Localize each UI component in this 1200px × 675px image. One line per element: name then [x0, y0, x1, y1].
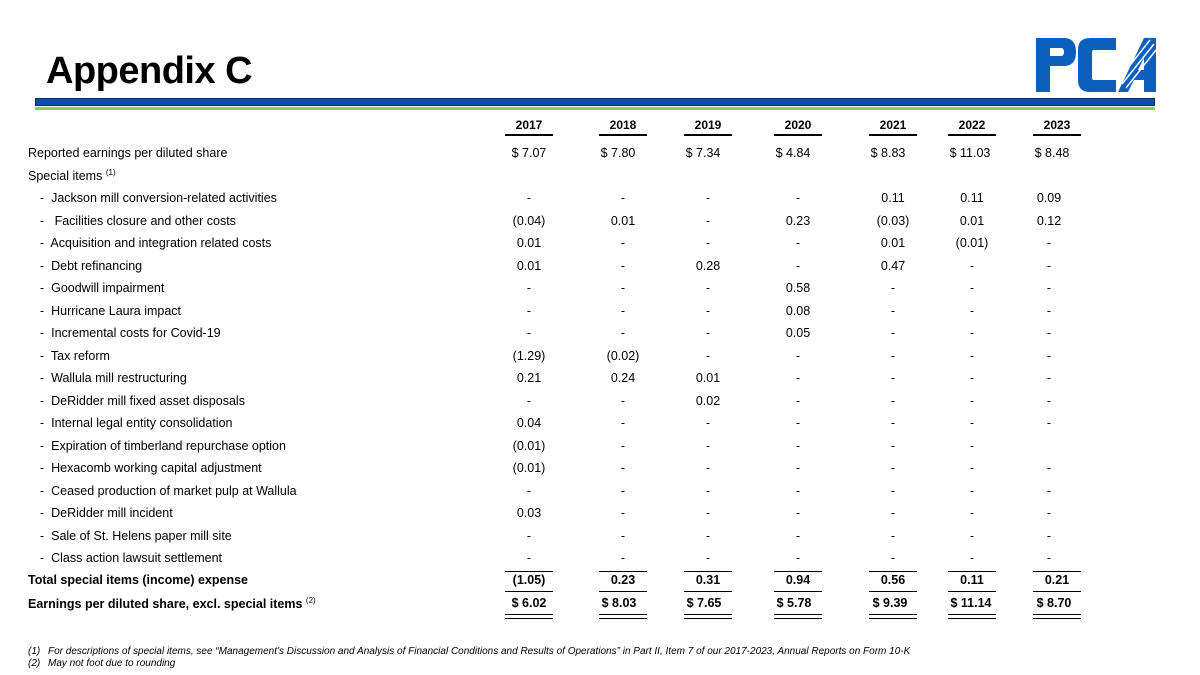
row-label: - Acquisition and integration related costs	[40, 236, 272, 250]
cell: -	[890, 371, 896, 385]
row-label: - DeRidder mill incident	[40, 506, 173, 520]
cell: -	[969, 258, 975, 273]
cell: 0.02	[695, 393, 721, 408]
cell: $ 5.78	[776, 596, 812, 610]
cell: -	[620, 551, 626, 565]
row-label: - Jackson mill conversion-related activities	[40, 191, 277, 205]
special-item-row	[0, 439, 1200, 459]
cell: -	[1046, 281, 1052, 295]
cell: -	[705, 528, 711, 543]
special-item-row	[0, 506, 1200, 526]
header-underline	[1033, 134, 1081, 136]
cell: -	[705, 281, 711, 295]
special-item-row	[0, 326, 1200, 346]
cell: 0.58	[785, 281, 811, 295]
cell: -	[1046, 528, 1052, 543]
total-underline	[1033, 591, 1081, 592]
subtotal-line	[1033, 571, 1081, 572]
cell: -	[969, 551, 975, 565]
row-label: - Incremental costs for Covid-19	[40, 326, 221, 340]
cell: -	[969, 281, 975, 295]
cell: -	[1046, 236, 1052, 250]
subtotal-line	[774, 571, 822, 572]
cell: $ 7.65	[686, 596, 722, 610]
special-item-row	[0, 281, 1200, 301]
cell: -	[705, 303, 711, 318]
cell: -	[1046, 348, 1052, 363]
cell: -	[526, 393, 532, 408]
cell: -	[890, 438, 896, 453]
cell: 0.01	[959, 213, 985, 228]
row-label: Total special items (income) expense	[28, 573, 248, 587]
cell: 0.08	[785, 303, 811, 318]
special-item-row	[0, 461, 1200, 481]
row-label: - DeRidder mill fixed asset disposals	[40, 393, 245, 408]
cell: 0.23	[610, 573, 636, 587]
double-underline	[599, 614, 647, 619]
cell: -	[526, 528, 532, 543]
year-header: 2018	[609, 118, 637, 132]
cell: 0.01	[880, 236, 906, 250]
cell: $ 9.39	[872, 596, 908, 610]
cell: -	[795, 258, 801, 273]
cell: 0.12	[1036, 213, 1062, 228]
cell: -	[795, 461, 801, 475]
special-item-row	[0, 236, 1200, 256]
header-underline	[505, 134, 553, 136]
subtotal-line	[684, 571, 732, 572]
special-item-row	[0, 191, 1200, 211]
cell: 0.01	[610, 213, 636, 228]
cell: -	[705, 506, 711, 520]
cell: -	[620, 191, 626, 205]
cell: 0.24	[610, 371, 636, 385]
cell: -	[705, 416, 711, 430]
cell: 0.01	[516, 258, 542, 273]
footnote: (2) May not foot due to rounding	[28, 658, 176, 669]
cell: -	[620, 461, 626, 475]
year-header: 2022	[958, 118, 986, 132]
row-label: - Hexacomb working capital adjustment	[40, 461, 262, 475]
cell: $ 7.80	[600, 146, 636, 160]
cell: -	[526, 303, 532, 318]
special-item-row	[0, 371, 1200, 391]
row-label: Earnings per diluted share, excl. special items $^{(2)}$	[28, 596, 316, 612]
row-label: - Expiration of timberland repurchase option	[40, 438, 286, 453]
cell: $ 7.07	[511, 146, 547, 160]
cell: 0.11	[960, 191, 984, 205]
row-label: - Class action lawsuit settlement	[40, 551, 223, 565]
total-underline	[684, 591, 732, 592]
cell: 0.28	[695, 258, 721, 273]
cell: -	[620, 303, 626, 318]
cell: -	[526, 191, 532, 205]
total-underline	[948, 591, 996, 592]
cell: -	[969, 326, 975, 340]
pca-logo	[1034, 34, 1158, 96]
cell: -	[890, 348, 896, 363]
subtotal-line	[599, 571, 647, 572]
cell: -	[620, 528, 626, 543]
special-item-row	[0, 484, 1200, 504]
total-special-items-row	[0, 573, 1200, 593]
row-label: - Facilities closure and other costs	[40, 213, 236, 228]
cell: -	[890, 528, 896, 543]
cell: -	[620, 416, 626, 430]
cell: -	[620, 236, 626, 250]
cell: -	[620, 281, 626, 295]
cell: -	[969, 348, 975, 363]
cell: -	[890, 326, 896, 340]
cell: -	[890, 461, 896, 475]
cell: -	[1046, 326, 1052, 340]
cell: (1.05)	[512, 573, 546, 587]
cell: 0.31	[695, 573, 721, 587]
special-items-header	[0, 168, 1200, 188]
cell: 0.04	[516, 416, 542, 430]
cell: 0.47	[880, 258, 906, 273]
adjusted-eps-row	[0, 596, 1200, 616]
row-label: - Hurricane Laura impact	[40, 303, 182, 318]
cell: 0.11	[881, 191, 905, 205]
cell: -	[705, 551, 711, 565]
double-underline	[774, 614, 822, 619]
cell: -	[705, 236, 711, 250]
total-underline	[869, 591, 917, 592]
cell: -	[969, 483, 975, 498]
year-header: 2020	[784, 118, 812, 132]
subtotal-line	[869, 571, 917, 572]
header-rule-green	[35, 107, 1155, 110]
special-item-row	[0, 304, 1200, 324]
cell: -	[969, 461, 975, 475]
cell: -	[795, 371, 801, 385]
cell: 0.01	[695, 371, 721, 385]
cell: -	[890, 393, 896, 408]
special-item-row	[0, 214, 1200, 234]
cell: -	[620, 326, 626, 340]
cell: (0.03)	[876, 213, 910, 228]
cell: 0.56	[880, 573, 906, 587]
row-label: - Sale of St. Helens paper mill site	[40, 528, 232, 543]
cell: -	[705, 483, 711, 498]
cell: 0.01	[516, 236, 542, 250]
header-underline	[948, 134, 996, 136]
cell: -	[795, 551, 801, 565]
special-item-row	[0, 394, 1200, 414]
section-label: Special items $^{(1)}$	[28, 168, 116, 184]
cell: -	[795, 416, 801, 430]
cell: -	[526, 551, 532, 565]
cell: $ 8.03	[601, 596, 637, 610]
cell: $ 11.14	[950, 596, 992, 610]
cell: -	[890, 416, 896, 430]
cell: 0.05	[785, 326, 811, 340]
cell: -	[795, 483, 801, 498]
cell: -	[890, 303, 896, 318]
cell: 0.09	[1036, 191, 1062, 205]
cell: -	[969, 438, 975, 453]
cell: -	[620, 438, 626, 453]
cell: -	[526, 326, 532, 340]
footnote: (1) For descriptions of special items, see “Management’s Discussion and Analysis of Financial Conditions and Results of Operations” in Part II, Item 7 of our 2017-2023, Annual Reports on Form 10-K	[28, 646, 911, 657]
cell: 0.03	[516, 506, 542, 520]
double-underline	[869, 614, 917, 619]
page-title: Appendix C	[46, 50, 253, 92]
subtotal-line	[948, 571, 996, 572]
row-label: - Ceased production of market pulp at Wallula	[40, 483, 297, 498]
cell: -	[1046, 258, 1052, 273]
cell: -	[705, 213, 711, 228]
cell: -	[969, 416, 975, 430]
year-header: 2017	[515, 118, 543, 132]
special-item-row	[0, 529, 1200, 549]
cell: -	[1046, 506, 1052, 520]
cell: -	[1046, 461, 1052, 475]
total-underline	[505, 591, 553, 592]
row-label: - Tax reform	[40, 348, 110, 363]
cell: -	[969, 528, 975, 543]
cell: -	[526, 281, 532, 295]
cell: -	[969, 303, 975, 318]
row-label: Reported earnings per diluted share	[28, 146, 228, 160]
cell: -	[620, 506, 626, 520]
cell: (0.01)	[512, 438, 546, 453]
row-label: - Goodwill impairment	[40, 281, 165, 295]
double-underline	[505, 614, 553, 619]
total-underline	[774, 591, 822, 592]
header-underline	[684, 134, 732, 136]
cell: -	[890, 281, 896, 295]
cell: $ 6.02	[511, 596, 547, 610]
subtotal-line	[505, 571, 553, 572]
cell: 0.21	[516, 371, 542, 385]
reported-eps-row	[0, 146, 1200, 166]
cell: -	[795, 348, 801, 363]
special-item-row	[0, 551, 1200, 571]
cell: (0.01)	[512, 461, 546, 475]
special-item-row	[0, 416, 1200, 436]
cell: -	[890, 483, 896, 498]
cell: $ 8.48	[1034, 146, 1070, 160]
cell: -	[705, 461, 711, 475]
header-rule-blue	[35, 98, 1155, 106]
cell: (0.02)	[606, 348, 640, 363]
double-underline	[684, 614, 732, 619]
cell: -	[969, 506, 975, 520]
cell: -	[526, 483, 532, 498]
cell: (0.04)	[512, 213, 546, 228]
cell: -	[620, 483, 626, 498]
cell: -	[890, 506, 896, 520]
row-label: - Debt refinancing	[40, 258, 143, 273]
cell: -	[795, 528, 801, 543]
cell: -	[890, 551, 896, 565]
cell: -	[620, 258, 626, 273]
cell: 0.23	[785, 213, 811, 228]
cell: -	[1046, 551, 1052, 565]
double-underline	[948, 614, 996, 619]
special-item-row	[0, 259, 1200, 279]
cell: -	[1046, 393, 1052, 408]
cell: -	[795, 236, 801, 250]
cell: -	[1046, 416, 1052, 430]
cell: -	[705, 326, 711, 340]
cell: -	[795, 191, 801, 205]
cell: $ 8.83	[870, 146, 906, 160]
header-underline	[869, 134, 917, 136]
cell: -	[1046, 483, 1052, 498]
total-underline	[599, 591, 647, 592]
cell: -	[1046, 303, 1052, 318]
cell: -	[620, 393, 626, 408]
year-header: 2021	[879, 118, 907, 132]
cell: (0.01)	[955, 236, 989, 250]
cell: 0.94	[785, 573, 811, 587]
cell: $ 11.03	[949, 146, 991, 160]
year-header: 2023	[1043, 118, 1071, 132]
row-label: - Internal legal entity consolidation	[40, 416, 233, 430]
cell: -	[705, 191, 711, 205]
cell: -	[969, 371, 975, 385]
cell: -	[795, 393, 801, 408]
double-underline	[1033, 614, 1081, 619]
header-underline	[774, 134, 822, 136]
cell: 0.21	[1044, 573, 1070, 587]
cell: -	[705, 438, 711, 453]
cell: -	[795, 506, 801, 520]
cell: -	[705, 348, 711, 363]
cell: 0.11	[960, 573, 984, 587]
cell: $ 7.34	[685, 146, 721, 160]
row-label: - Wallula mill restructuring	[40, 371, 187, 385]
cell: $ 8.70	[1036, 596, 1072, 610]
cell: -	[969, 393, 975, 408]
cell: -	[1046, 371, 1052, 385]
special-item-row	[0, 349, 1200, 369]
header-underline	[599, 134, 647, 136]
year-header: 2019	[694, 118, 722, 132]
cell: (1.29)	[512, 348, 546, 363]
cell: $ 4.84	[775, 146, 811, 160]
cell: -	[795, 438, 801, 453]
